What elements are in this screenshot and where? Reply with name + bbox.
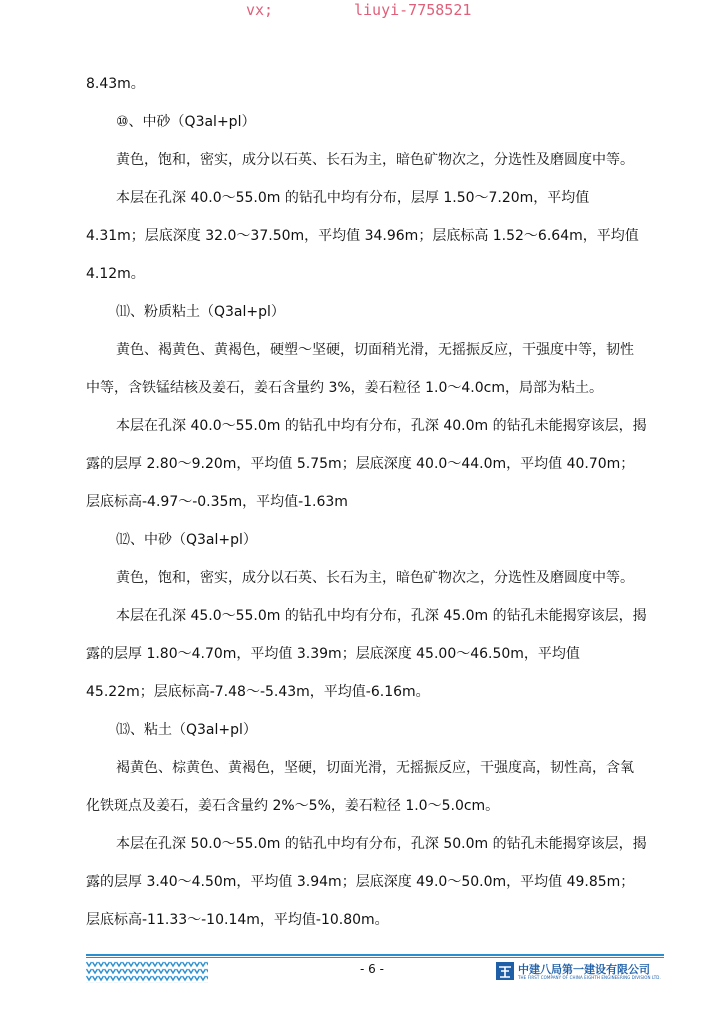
page-number: - 6 - (360, 962, 384, 976)
company-branding (496, 960, 666, 984)
paragraph-line: 露的层厚 1.80～4.70m，平均值 3.39m；层底深度 45.00～46.50m，平均值 (86, 646, 580, 662)
paragraph-line: 黄色、褐黄色、黄褐色，硬塑～坚硬，切面稍光滑，无摇振反应，干强度中等，韧性 (116, 342, 634, 358)
paragraph-line: 层底标高-4.97～-0.35m，平均值-1.63m (86, 494, 348, 510)
paragraph-line: 黄色，饱和，密实，成分以石英、长石为主，暗色矿物次之，分选性及磨圆度中等。 (116, 570, 634, 586)
layer-heading-10: ⑩、中砂（Q3al+pl） (116, 114, 256, 130)
watermark-vx: vx; (246, 1, 274, 19)
paragraph-line: 露的层厚 3.40～4.50m，平均值 3.94m；层底深度 49.0～50.0m，平均值 49.85m； (86, 874, 635, 890)
paragraph-line: 黄色，饱和，密实，成分以石英、长石为主，暗色矿物次之，分选性及磨圆度中等。 (116, 152, 634, 168)
paragraph-line: 本层在孔深 45.0～55.0m 的钻孔中均有分布，孔深 45.0m 的钻孔未能揭穿该层，揭 (116, 608, 647, 624)
paragraph-line: 本层在孔深 40.0～55.0m 的钻孔中均有分布，孔深 40.0m 的钻孔未能揭穿该层，揭 (116, 418, 647, 434)
company-name-cn: 中建八局第一建设有限公司 (518, 963, 650, 976)
layer-heading-12: ⑿、中砂（Q3al+pl） (116, 532, 257, 548)
paragraph-line: 本层在孔深 40.0～55.0m 的钻孔中均有分布，层厚 1.50～7.20m，平均值 (116, 190, 590, 206)
paragraph-line: 4.12m。 (86, 266, 145, 282)
paragraph-line: 褐黄色、棕黄色、黄褐色，坚硬，切面光滑，无摇振反应，干强度高，韧性高，含氧 (116, 760, 634, 776)
watermark (0, 0, 724, 24)
company-logo-icon (496, 962, 514, 980)
paragraph-line: 化铁斑点及姜石，姜石含量约 2%～5%，姜石粒径 1.0～5.0cm。 (86, 798, 500, 814)
paragraph-line: 露的层厚 2.80～9.20m，平均值 5.75m；层底深度 40.0～44.0m，平均值 40.70m； (86, 456, 635, 472)
paragraph-line: 层底标高-11.33～-10.14m，平均值-10.80m。 (86, 912, 389, 928)
footer-pattern-decoration (86, 961, 208, 983)
layer-heading-11: ⑾、粉质粘土（Q3al+pl） (116, 304, 285, 320)
paragraph-line: 中等，含铁锰结核及姜石，姜石含量约 3%，姜石粒径 1.0～4.0cm，局部为粘土。 (86, 380, 603, 396)
paragraph-line: 45.22m；层底标高-7.48～-5.43m，平均值-6.16m。 (86, 684, 430, 700)
company-name-en: THE FIRST COMPANY OF CHINA EIGHTH ENGINEERING DIVISION LTD. (518, 975, 661, 980)
layer-heading-13: ⒀、粘土（Q3al+pl） (116, 722, 257, 738)
paragraph-line: 本层在孔深 50.0～55.0m 的钻孔中均有分布，孔深 50.0m 的钻孔未能揭穿该层，揭 (116, 836, 647, 852)
watermark-id: liuyi-7758521 (354, 1, 472, 19)
paragraph-line: 4.31m；层底深度 32.0～37.50m，平均值 34.96m；层底标高 1.52～6.64m，平均值 (86, 228, 639, 244)
paragraph-line: 8.43m。 (86, 76, 145, 92)
